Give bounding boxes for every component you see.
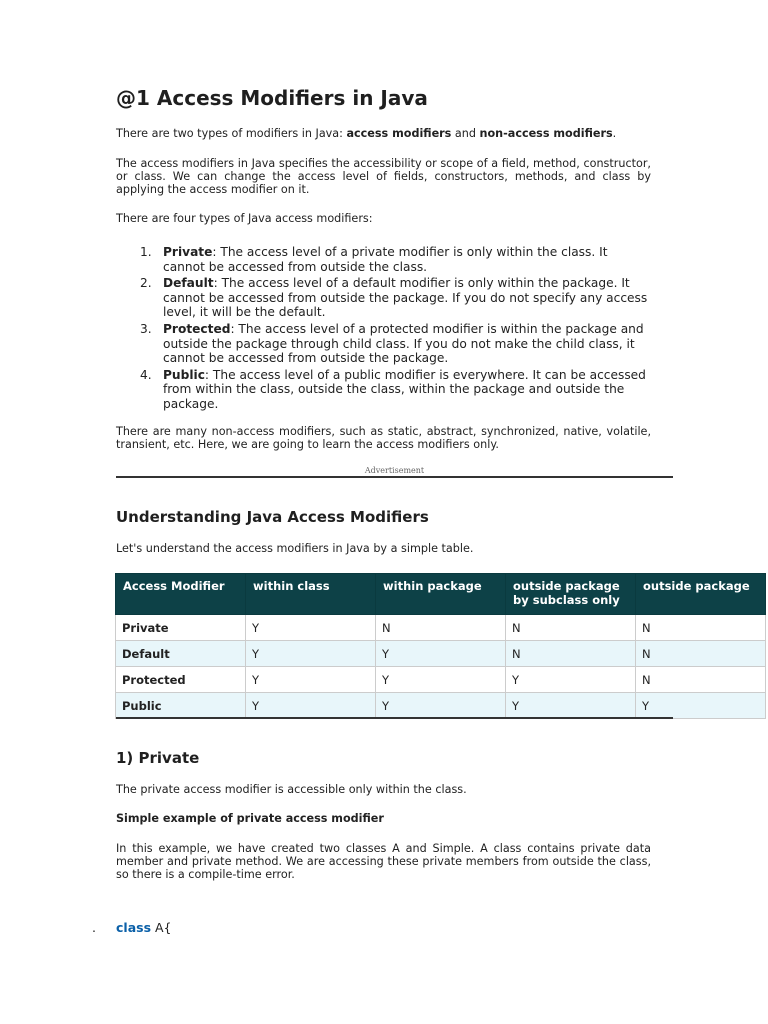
intro-post: . [612,127,617,140]
table-header-cell: outside package by subclass only [506,574,636,615]
table-cell: Private [116,615,246,641]
table-header-cell: outside package [636,574,766,615]
table-cell: Y [376,693,506,719]
modifier-desc: : The access level of a private modifier is only within the class. It cannot be accessed from outside the class. [163,245,608,274]
intro-mid: and [451,127,480,140]
table-cell: N [636,641,766,667]
example-subheading: Simple example of private access modifier [116,812,384,825]
list-item [116,276,651,320]
table-row [116,667,766,693]
list-item [116,322,651,366]
private-description: The private access modifier is accessible only within the class. [116,783,467,796]
example-paragraph: In this example, we have created two classes A and Simple. A class contains private data member and private method. We are accessing these private members from outside the class, so there is a compile-time error. [116,842,651,881]
intro-paragraph [116,127,651,140]
description-paragraph: The access modifiers in Java specifies the accessibility or scope of a field, method, constructor, or class. We can change the access level of fields, constructors, methods, and class by applying the access modifier on it. [116,157,651,196]
table-cell: Y [246,667,376,693]
types-intro-paragraph: There are four types of Java access modifiers: [116,212,373,225]
advertisement-label: Advertisement [364,466,425,475]
section-heading-understanding: Understanding Java Access Modifiers [116,508,429,526]
list-item [116,368,651,412]
table-cell: Y [506,693,636,719]
table-cell: Y [376,641,506,667]
modifier-name: Default [163,276,214,291]
section-heading-private: 1) Private [116,749,200,767]
intro-bold-access: access modifiers [346,127,452,140]
code-keyword: class [116,920,152,935]
list-number: 4. [140,367,152,382]
modifier-name: Private [163,245,213,259]
table-cell: N [636,615,766,641]
list-number: 1. [140,245,152,259]
table-cell: N [376,615,506,641]
table-cell: Y [246,641,376,667]
table-cell: Y [506,667,636,693]
section-intro-text: Let's understand the access modifiers in Java by a simple table. [116,542,474,555]
table-row [116,615,766,641]
modifier-desc: : The access level of a default modifier is only within the package. It cannot be accessed from outside the package. If you do not specify any access level, it will be the default. [163,276,648,320]
modifier-name: Public [163,367,205,382]
table-cell: Protected [116,667,246,693]
table-cell: Y [636,693,766,719]
table-cell: Default [116,641,246,667]
table-header-cell: within package [376,574,506,615]
list-item [116,245,651,274]
modifier-list [116,245,651,414]
list-number: 2. [140,276,152,291]
modifier-desc: : The access level of a protected modifier is within the package and outside the package through child class. If you do not make the child class, it cannot be accessed from outside the package. [163,321,644,366]
code-text: A{ [151,920,172,935]
table-cell: Y [376,667,506,693]
table-cell: N [506,615,636,641]
table-cell: Y [246,693,376,719]
table-cell: N [506,641,636,667]
non-access-paragraph: There are many non-access modifiers, such as static, abstract, synchronized, native, volatile, transient, etc. Here, we are going to learn the access modifiers only. [116,425,651,451]
intro-pre: There are two types of modifiers in Java: [116,127,347,140]
list-number: 3. [140,321,152,336]
table-header-cell: Access Modifier [116,574,246,615]
modifier-name: Protected [163,321,231,336]
code-bullet: . [92,920,96,935]
code-line [92,920,172,935]
table-row [116,641,766,667]
table-cell: Public [116,693,246,719]
table-header-cell: within class [246,574,376,615]
page-title: @1 Access Modifiers in Java [116,86,428,110]
modifier-desc: : The access level of a public modifier is everywhere. It can be accessed from within the class, outside the class, within the package and outside the package. [163,367,646,411]
table-row [116,693,766,719]
table-header-row [116,574,766,615]
access-modifier-table [115,573,766,719]
divider [116,476,673,478]
table-cell: Y [246,615,376,641]
table-cell: N [636,667,766,693]
intro-bold-non-access: non-access modifiers [479,127,613,140]
table-bottom-rule [116,717,673,719]
